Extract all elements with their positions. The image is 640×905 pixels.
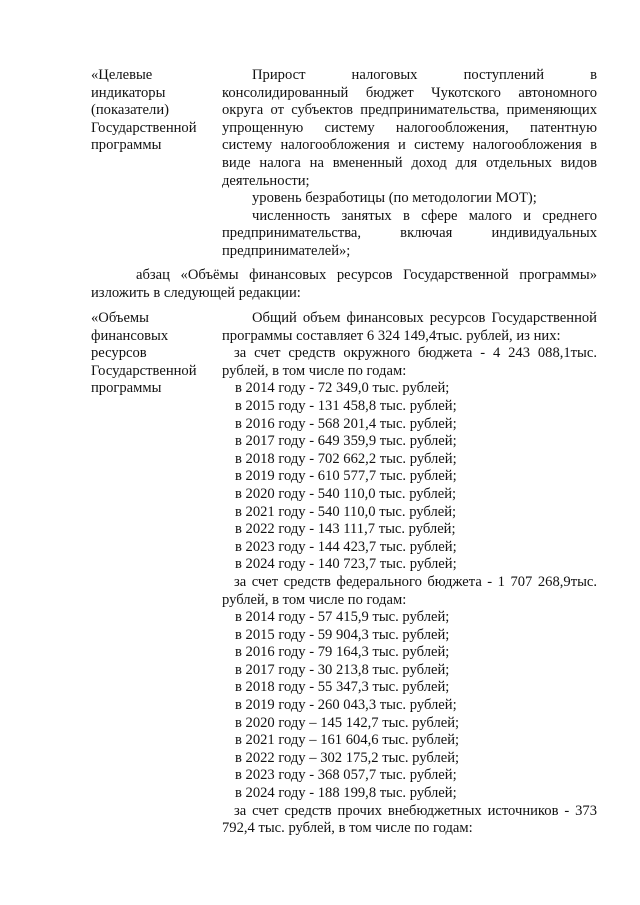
list-item: в 2022 году – 302 175,2 тыс. рублей; — [235, 749, 460, 766]
list-item: в 2023 году - 144 423,7 тыс. рублей; — [235, 538, 457, 555]
district-intro: за счет средств окружного бюджета - 4 243 088,1тыс. рублей, в том числе по годам: — [222, 345, 597, 379]
list-item: в 2017 году - 649 359,9 тыс. рублей; — [235, 433, 457, 450]
list-item: в 2015 году - 59 904,3 тыс. рублей; — [235, 626, 450, 643]
resources-label: «Объемы финансовых ресурсов Государственной программы — [91, 310, 197, 397]
list-item: в 2019 году - 610 577,7 тыс. рублей; — [235, 468, 457, 485]
indicator-paragraph: численность занятых в сфере малого и среднего предпринимательства, включая индивидуальных предпринимателей»; — [222, 207, 597, 259]
list-item: в 2021 году – 161 604,6 тыс. рублей; — [235, 732, 460, 749]
list-item: в 2022 году - 143 111,7 тыс. рублей; — [235, 521, 456, 538]
list-item: в 2015 году - 131 458,8 тыс. рублей; — [235, 397, 457, 414]
list-item: в 2023 году - 368 057,7 тыс. рублей; — [235, 767, 457, 784]
federal-years-list — [222, 609, 597, 803]
list-item: в 2020 году – 145 142,7 тыс. рублей; — [235, 714, 460, 731]
district-years-list — [222, 380, 597, 574]
list-item: в 2020 году - 540 110,0 тыс. рублей; — [235, 485, 457, 502]
list-item: в 2014 году - 57 415,9 тыс. рублей; — [235, 609, 450, 626]
instruction-paragraph — [91, 267, 597, 302]
resources-text — [222, 310, 597, 838]
instruction-text: абзац «Объёмы финансовых ресурсов Государственной программы» изложить в следующей редакции: — [91, 267, 597, 301]
list-item: в 2018 году - 702 662,2 тыс. рублей; — [235, 450, 457, 467]
list-item: в 2017 году - 30 213,8 тыс. рублей; — [235, 661, 450, 678]
other-intro: за счет средств прочих внебюджетных источников - 373 792,4 тыс. рублей, в том числе по годам: — [222, 802, 597, 837]
list-item: в 2016 году - 568 201,4 тыс. рублей; — [235, 415, 457, 432]
list-item: в 2014 году - 72 349,0 тыс. рублей; — [235, 380, 450, 397]
list-item: в 2019 году - 260 043,3 тыс. рублей; — [235, 697, 457, 714]
list-item: в 2024 году - 140 723,7 тыс. рублей; — [235, 556, 457, 573]
indicators-label: «Целевые индикаторы (показатели) Государственной программы — [91, 67, 197, 154]
list-item: в 2021 году - 540 110,0 тыс. рублей; — [235, 503, 457, 520]
list-item: в 2018 году - 55 347,3 тыс. рублей; — [235, 679, 450, 696]
list-item: в 2016 году - 79 164,3 тыс. рублей; — [235, 644, 450, 661]
indicators-text — [222, 67, 597, 261]
indicator-paragraph: Прирост налоговых поступлений в консолидированный бюджет Чукотского автономного округа от субъектов предпринимательства, применяющих упрощенную систему налогообложения, патентную систему налогообложения и систему налогообложения в виде налога на вмененный доход для отдельных видов деятельности; — [222, 67, 597, 189]
total-paragraph: Общий объем финансовых ресурсов Государственной программы составляет 6 324 149,4тыс. рублей, из них: — [222, 310, 597, 344]
indicator-paragraph: уровень безработицы (по методологии МОТ); — [252, 190, 537, 207]
federal-intro: за счет средств федерального бюджета - 1 707 268,9тыс. рублей, в том числе по годам: — [222, 573, 597, 608]
list-item: в 2024 году - 188 199,8 тыс. рублей; — [235, 785, 457, 802]
